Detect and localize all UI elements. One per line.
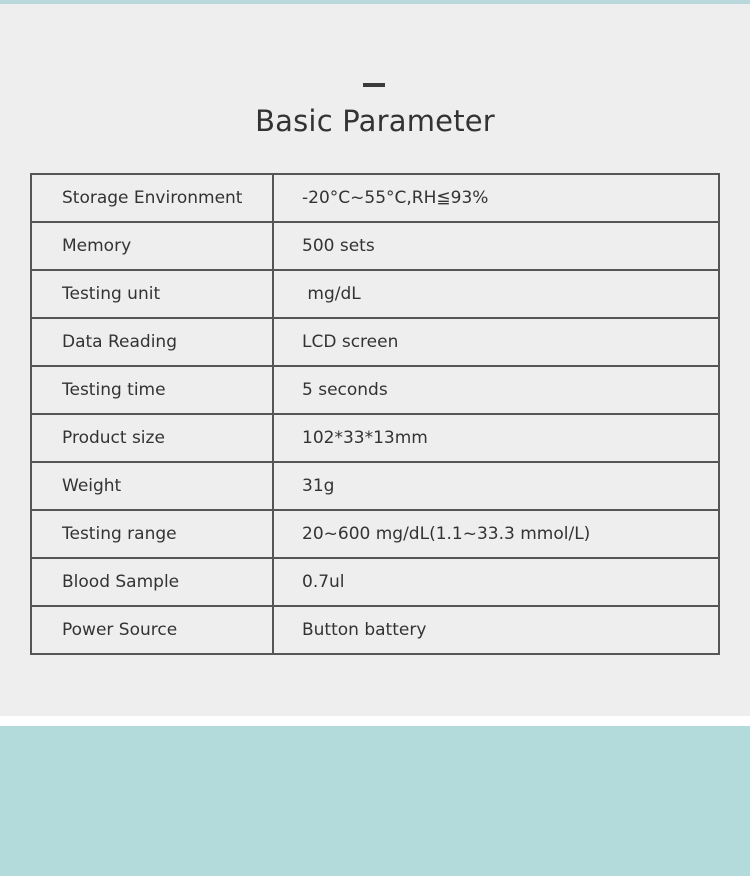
row-value: 31g <box>273 462 719 510</box>
row-label: Memory <box>31 222 273 270</box>
parameter-table <box>30 173 720 655</box>
row-label: Testing time <box>31 366 273 414</box>
row-value: -20°C~55°C,RH≦93% <box>273 174 719 222</box>
row-label: Weight <box>31 462 273 510</box>
row-label: Data Reading <box>31 318 273 366</box>
bottom-accent-band <box>0 726 750 876</box>
row-label: Testing range <box>31 510 273 558</box>
row-value: 500 sets <box>273 222 719 270</box>
table-row <box>31 174 719 222</box>
row-value: 5 seconds <box>273 366 719 414</box>
row-label: Power Source <box>31 606 273 654</box>
table-row <box>31 462 719 510</box>
row-label: Testing unit <box>31 270 273 318</box>
table-row <box>31 414 719 462</box>
table-row <box>31 222 719 270</box>
table-row <box>31 318 719 366</box>
section-title: Basic Parameter <box>255 104 495 138</box>
table-row <box>31 510 719 558</box>
table-row <box>31 606 719 654</box>
row-label: Product size <box>31 414 273 462</box>
row-label: Blood Sample <box>31 558 273 606</box>
table-row <box>31 270 719 318</box>
row-value: Button battery <box>273 606 719 654</box>
title-dash-decoration <box>363 83 385 87</box>
row-value: LCD screen <box>273 318 719 366</box>
table-row <box>31 366 719 414</box>
row-label: Storage Environment <box>31 174 273 222</box>
section-divider <box>0 716 750 726</box>
row-value: 20~600 mg/dL(1.1~33.3 mmol/L) <box>273 510 719 558</box>
row-value: mg/dL <box>273 270 719 318</box>
row-value: 0.7ul <box>273 558 719 606</box>
row-value: 102*33*13mm <box>273 414 719 462</box>
table-row <box>31 558 719 606</box>
